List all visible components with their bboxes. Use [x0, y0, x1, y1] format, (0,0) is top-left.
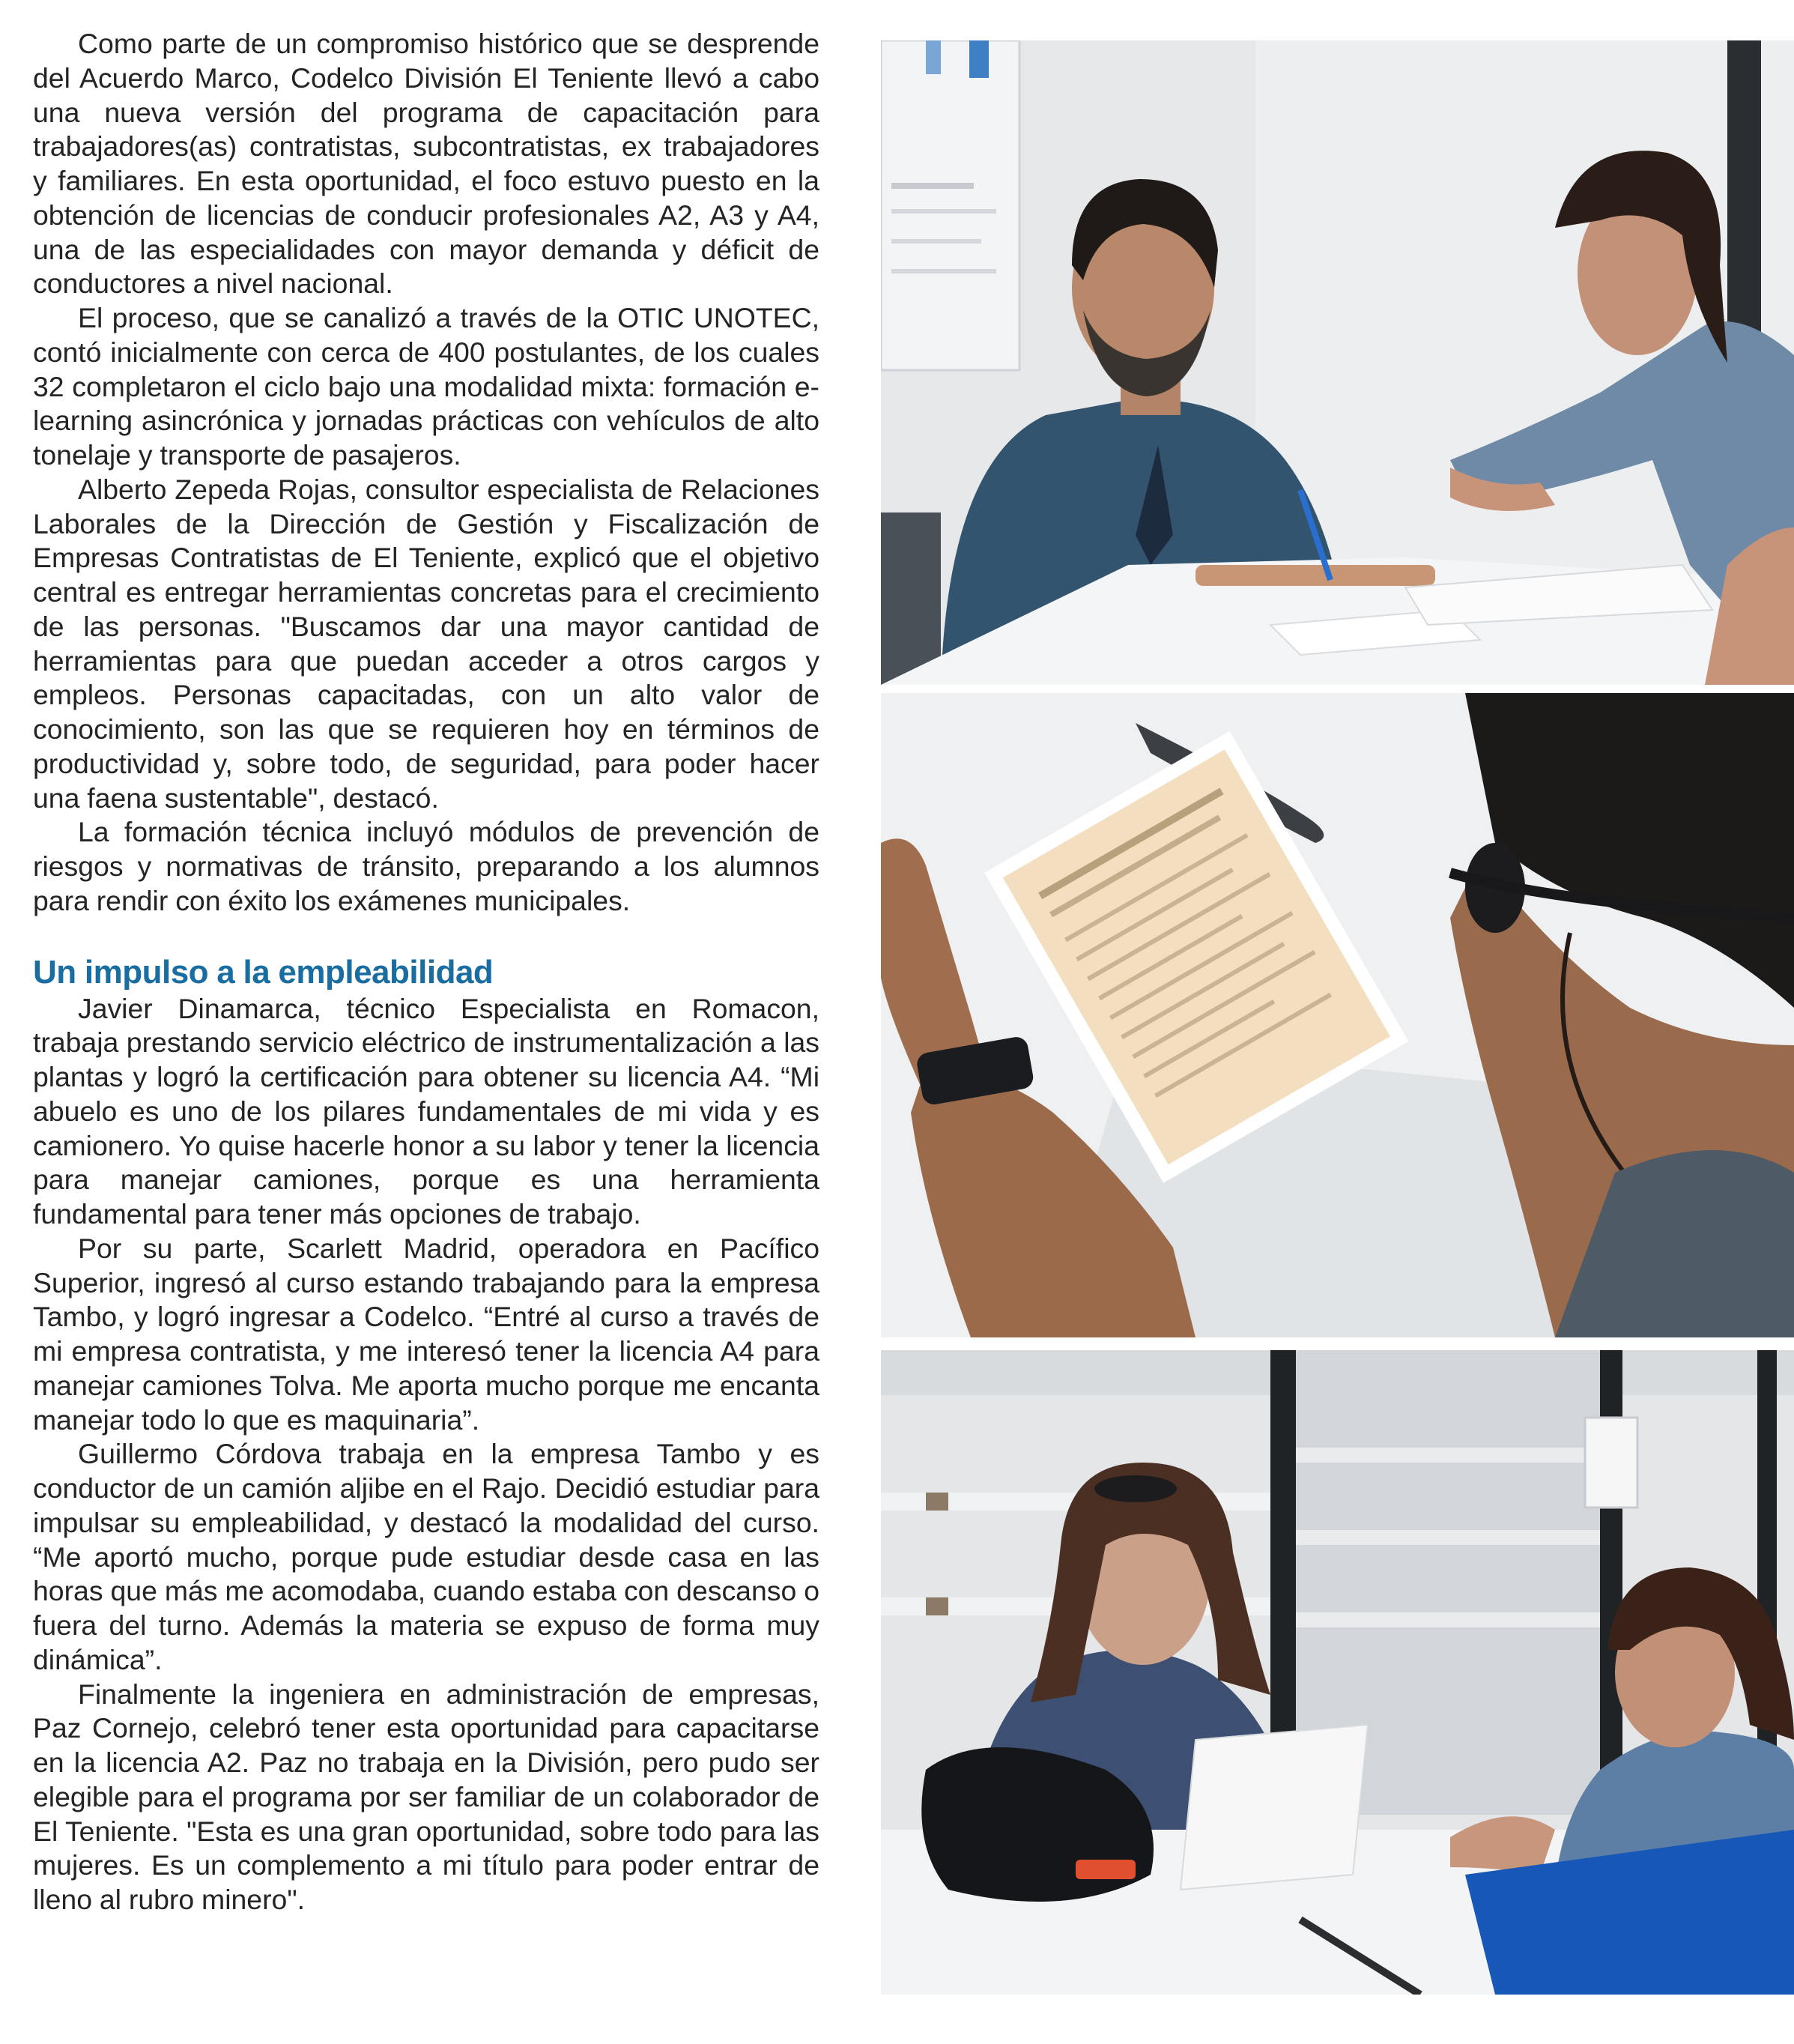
- photo-illustration-3: [881, 1350, 1794, 1995]
- photo-reading-certificate: [881, 693, 1794, 1337]
- photo-illustration-1: [881, 40, 1794, 685]
- paragraph-section-4: Finalmente la ingeniera en administración de empresas, Paz Cornejo, celebró tener esta oportunidad para capacitarse en la licencia A2. Paz no trabaja en la División, pero pudo ser elegible para el programa por ser familiar de un colaborador de El Teniente. "Esta es una gran oportunidad, sobre todo para las mujeres. Es un complemento a mi título para poder entrar de lleno al rubro minero".: [33, 1678, 819, 1915]
- paragraph-intro-1: Como parte de un compromiso histórico que se desprende del Acuerdo Marco, Codelco División El Teniente llevó a cabo una nueva versión del programa de capacitación para trabajadores(as) contratistas, subcontratistas, ex trabajadores y familiares. En esta oportunidad, el foco estuvo puesto en la obtención de licencias de conducir profesionales A2, A3 y A4, una de las especialidades con mayor demanda y déficit de conductores a nivel nacional.: [33, 28, 819, 300]
- section-subheading: Un impulso a la empleabilidad: [33, 953, 494, 991]
- paragraph-intro-2: El proceso, que se canalizó a través de la OTIC UNOTEC, contó inicialmente con cerca de 400 postulantes, de los cuales 32 completaron el ciclo bajo una modalidad mixta: formación e-learning asincrónica y jornadas prácticas con vehículos de alto tonelaje y transporte de pasajeros.: [33, 302, 819, 471]
- photo-meeting-man-woman: [881, 40, 1794, 685]
- photo-two-women-reviewing: [881, 1350, 1794, 1995]
- article-text-column: [33, 27, 819, 1917]
- photo-illustration-2: [881, 693, 1794, 1337]
- paragraph-intro-3: Alberto Zepeda Rojas, consultor especialista de Relaciones Laborales de la Dirección de Gestión y Fiscalización de Empresas Contratistas de El Teniente, explicó que el objetivo central es entregar herramientas concretas para el crecimiento de las personas. "Buscamos dar una mayor cantidad de herramientas para que puedan acceder a otros cargos y empleos. Personas capacitadas, con un alto valor de conocimiento, son las que se requieren hoy en términos de productividad y, sobre todo, de seguridad, para poder hacer una faena sustentable", destacó.: [33, 473, 819, 814]
- paragraph-intro-4: La formación técnica incluyó módulos de prevención de riesgos y normativas de tránsito, preparando a los alumnos para rendir con éxito los exámenes municipales.: [33, 816, 819, 916]
- paragraph-section-3: Guillermo Córdova trabaja en la empresa Tambo y es conductor de un camión aljibe en el Rajo. Decidió estudiar para impulsar su empleabilidad, y destacó la modalidad del curso. “Me aportó mucho, porque pude estudiar desde casa en las horas que más me acomodaba, cuando estaba con descanso o fuera del turno. Además la materia se expuso de forma muy dinámica”.: [33, 1438, 819, 1675]
- paragraph-section-1: Javier Dinamarca, técnico Especialista en Romacon, trabaja prestando servicio eléctrico de instrumentalización a las plantas y logró la certificación para obtener su licencia A4. “Mi abuelo es uno de los pilares fundamentales de mi vida y es camionero. Yo quise hacerle honor a su labor y tener la licencia para manejar camiones, porque es una herramienta fundamental para tener más opciones de trabajo.: [33, 992, 819, 1230]
- paragraph-section-2: Por su parte, Scarlett Madrid, operadora en Pacífico Superior, ingresó al curso estando trabajando para la empresa Tambo, y logró ingresar a Codelco. “Entré al curso a través de mi empresa contratista, y me interesó tener la licencia A4 para manejar camiones Tolva. Me aporta mucho porque me encanta manejar todo lo que es maquinaria”.: [33, 1232, 819, 1436]
